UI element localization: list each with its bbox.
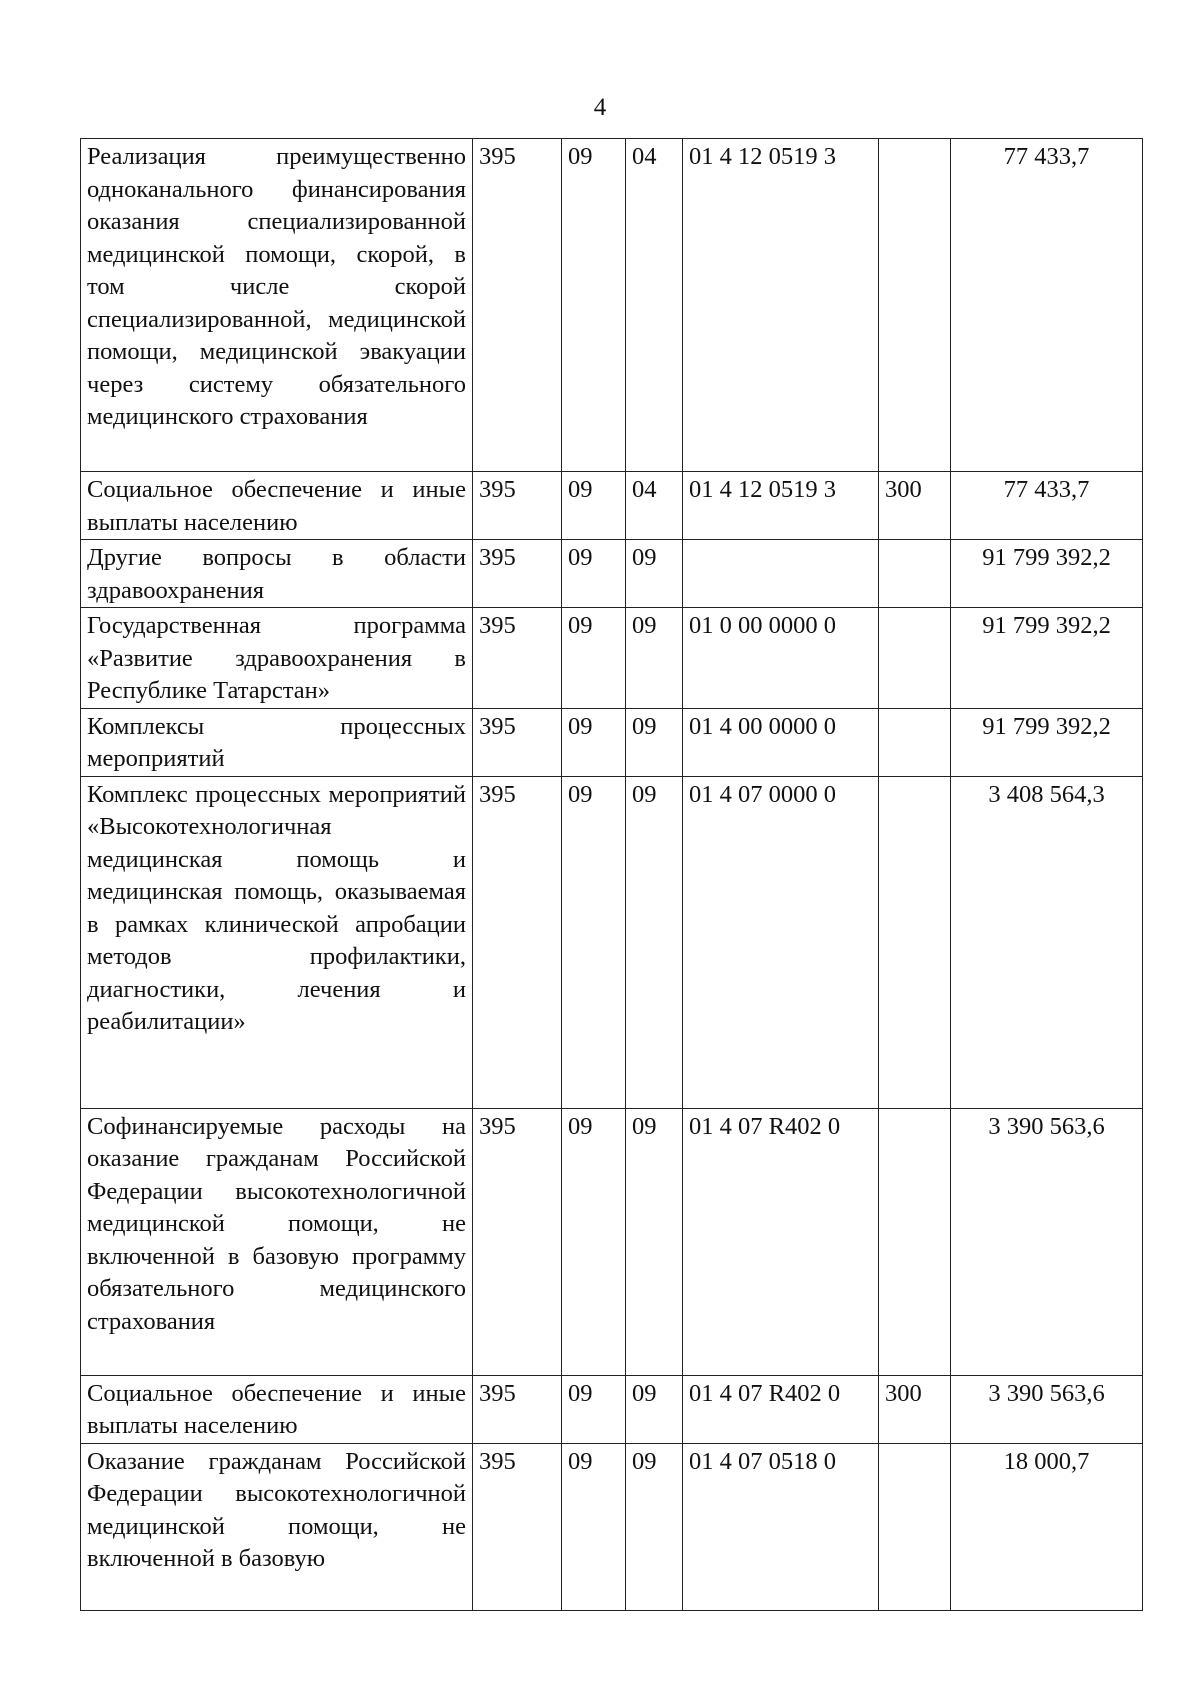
row-vr: 300 [879,472,951,540]
page-number: 4 [593,94,607,121]
row-amount: 77 433,7 [951,472,1143,540]
table-row [81,472,1143,540]
row-csr: 01 4 07 0518 0 [683,1443,879,1610]
table-row [81,776,1143,1108]
row-amount: 3 390 563,6 [951,1108,1143,1375]
row-rz: 09 [562,540,626,608]
row-csr: 01 0 00 0000 0 [683,608,879,709]
row-name: Социальное обеспечение и иные выплаты населению [81,1375,473,1443]
row-name: Социальное обеспечение и иные выплаты населению [81,472,473,540]
row-vr: 300 [879,1375,951,1443]
table-row [81,1375,1143,1443]
row-vr [879,708,951,776]
row-vr [879,1108,951,1375]
row-ved: 395 [473,139,562,472]
row-pr: 04 [626,139,683,472]
row-pr: 09 [626,1443,683,1610]
row-csr: 01 4 07 0000 0 [683,776,879,1108]
table-row [81,708,1143,776]
row-vr [879,776,951,1108]
row-ved: 395 [473,776,562,1108]
row-ved: 395 [473,1108,562,1375]
row-ved: 395 [473,1443,562,1610]
row-pr: 09 [626,540,683,608]
row-ved: 395 [473,708,562,776]
row-name: Оказание гражданам Российской Федерации высокотехнологичной медицинской помощи, не включенной в базовую [81,1443,473,1610]
row-rz: 09 [562,776,626,1108]
row-rz: 09 [562,708,626,776]
row-vr [879,139,951,472]
row-ved: 395 [473,1375,562,1443]
row-pr: 09 [626,1375,683,1443]
row-pr: 04 [626,472,683,540]
row-vr [879,540,951,608]
row-vr [879,608,951,709]
row-name: Другие вопросы в области здравоохранения [81,540,473,608]
table-row [81,608,1143,709]
row-ved: 395 [473,608,562,709]
row-amount: 91 799 392,2 [951,708,1143,776]
row-csr: 01 4 00 0000 0 [683,708,879,776]
row-rz: 09 [562,1375,626,1443]
row-rz: 09 [562,139,626,472]
row-name: Комплекс процессных мероприятий «Высокотехнологичная медицинская помощь и медицинская помощь, оказываемая в рамках клинической апробации методов профилактики, диагностики, лечения и реабилитации» [81,776,473,1108]
row-amount: 91 799 392,2 [951,608,1143,709]
row-name: Комплексы процессных мероприятий [81,708,473,776]
row-rz: 09 [562,1108,626,1375]
table-row [81,1108,1143,1375]
row-csr [683,540,879,608]
row-vr [879,1443,951,1610]
row-rz: 09 [562,608,626,709]
row-ved: 395 [473,472,562,540]
row-pr: 09 [626,708,683,776]
row-amount: 91 799 392,2 [951,540,1143,608]
row-amount: 18 000,7 [951,1443,1143,1610]
row-pr: 09 [626,776,683,1108]
row-rz: 09 [562,1443,626,1610]
table-row [81,1443,1143,1610]
row-amount: 77 433,7 [951,139,1143,472]
row-amount: 3 390 563,6 [951,1375,1143,1443]
row-csr: 01 4 12 0519 3 [683,472,879,540]
table-row [81,540,1143,608]
row-csr: 01 4 07 R402 0 [683,1375,879,1443]
row-name: Реализация преимущественно одноканального финансирования оказания специализированной медицинской помощи, скорой, в том числе скорой специализированной, медицинской помощи, медицинской эвакуации через систему обязательного медицинского страхования [81,139,473,472]
table-row [81,139,1143,472]
row-csr: 01 4 07 R402 0 [683,1108,879,1375]
row-pr: 09 [626,1108,683,1375]
row-amount: 3 408 564,3 [951,776,1143,1108]
row-pr: 09 [626,608,683,709]
row-ved: 395 [473,540,562,608]
row-rz: 09 [562,472,626,540]
row-name: Государственная программа «Развитие здравоохранения в Республике Татарстан» [81,608,473,709]
budget-table [80,138,1143,1611]
row-name: Софинансируемые расходы на оказание гражданам Российской Федерации высокотехнологичной медицинской помощи, не включенной в базовую программу обязательного медицинского страхования [81,1108,473,1375]
row-csr: 01 4 12 0519 3 [683,139,879,472]
